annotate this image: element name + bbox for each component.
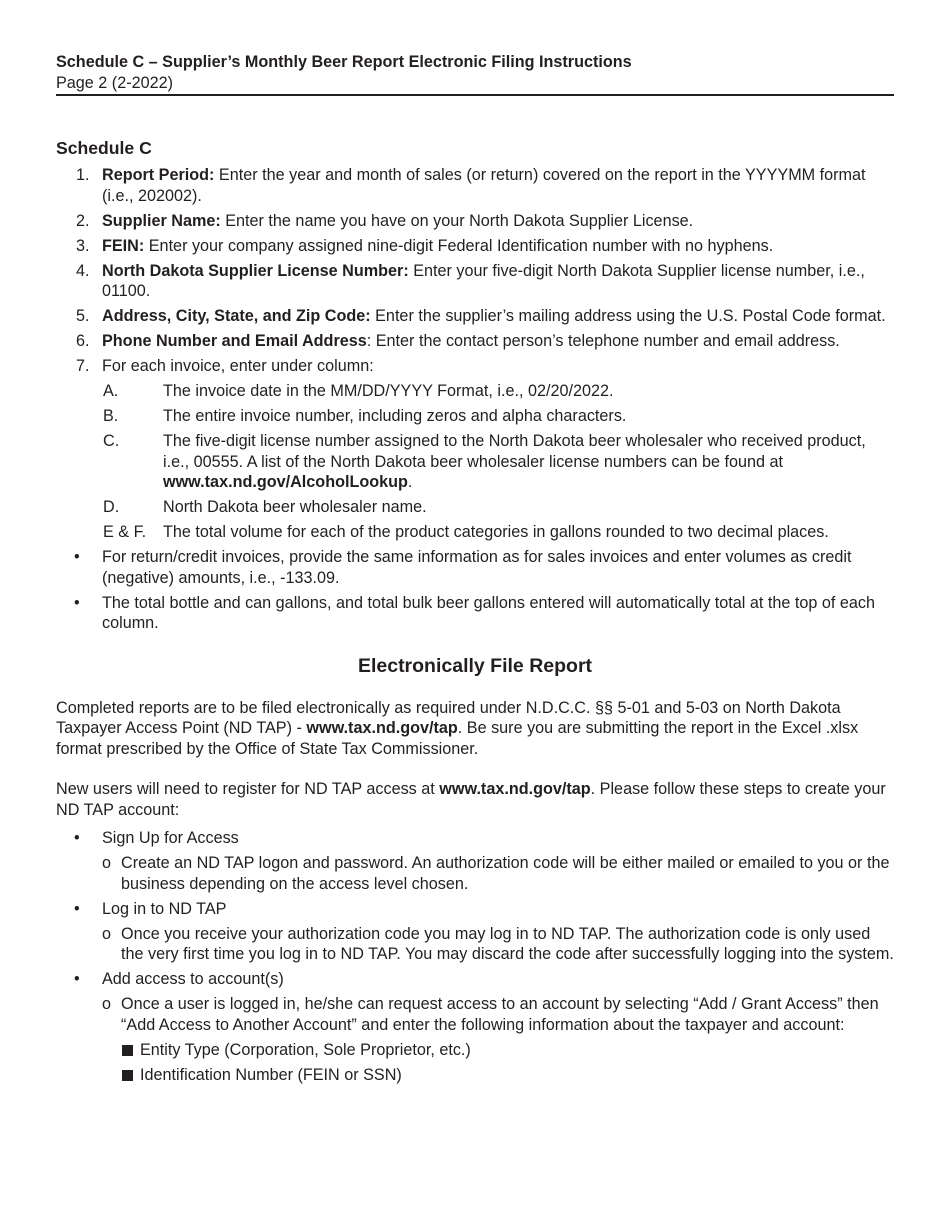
item-number: 2. xyxy=(76,211,90,230)
item-label: Supplier Name: xyxy=(102,211,221,230)
list-item-supplier-name xyxy=(56,211,894,232)
paragraph-text: . Please follow these steps to create your ND TAP account: xyxy=(56,780,886,819)
column-text-end: . xyxy=(407,473,413,491)
column-text: The entire invoice number, including zeros and alpha characters. xyxy=(163,407,627,425)
info-text: Entity Type (Corporation, Sole Proprietor, etc.) xyxy=(140,1040,471,1059)
circle-bullet-icon: o xyxy=(102,995,112,1013)
schedule-title: Schedule C xyxy=(56,138,152,158)
step-detail: Create an ND TAP logon and password. An authorization code will be either mailed or emailed to you or the business depending on the access level chosen. xyxy=(121,854,890,893)
bullet-icon: • xyxy=(74,970,80,988)
step-sign-up xyxy=(56,828,894,849)
step-add-access xyxy=(56,969,894,990)
column-letter: C. xyxy=(103,432,120,450)
list-item-fein xyxy=(56,236,894,257)
bullet-icon: • xyxy=(74,829,80,847)
item-text: For each invoice, enter under column: xyxy=(102,357,374,375)
bullet-item-credit-invoices xyxy=(56,547,894,588)
efile-title: Electronically File Report xyxy=(357,654,593,677)
column-letter: A. xyxy=(103,382,119,400)
header-title: Schedule C – Supplier’s Monthly Beer Report Electronic Filing Instructions xyxy=(56,53,632,71)
item-text: Enter the year and month of sales (or return) covered on the report in the YYYYMM format (i.e., 202002). xyxy=(102,166,866,205)
nd-tap-link[interactable]: www.tax.nd.gov/tap xyxy=(439,780,591,798)
item-number: 7. xyxy=(76,357,90,375)
step-sign-up-detail xyxy=(56,853,894,894)
column-item-e-f xyxy=(56,522,894,543)
paragraph-text: Completed reports are to be filed electronically as required under N.D.C.C. §§ 5-01 and 5-03 on North Dakota Taxpayer Access Point (ND TAP) - xyxy=(56,698,841,737)
bullet-text: The total bottle and can gallons, and total bulk beer gallons entered will automatically total at the top of each column. xyxy=(102,593,875,632)
item-label: North Dakota Supplier License Number: xyxy=(102,261,409,280)
item-number: 3. xyxy=(76,236,90,255)
item-label: FEIN: xyxy=(102,236,145,255)
column-text: The invoice date in the MM/DD/YYYY Format, i.e., 02/20/2022. xyxy=(163,382,614,400)
info-item-entity-type xyxy=(56,1040,894,1061)
item-text: : Enter the contact person’s telephone number and email address. xyxy=(366,332,840,350)
step-log-in-detail xyxy=(56,924,894,965)
item-number: 6. xyxy=(76,332,90,350)
nd-tap-link[interactable]: www.tax.nd.gov/tap xyxy=(306,719,458,737)
column-letter: D. xyxy=(103,498,120,516)
item-text: Enter the supplier’s mailing address using the U.S. Postal Code format. xyxy=(370,307,886,325)
step-detail: Once you receive your authorization code you may log in to ND TAP. The authorization code is only used the very first time you log in to ND TAP. You may discard the code after successfully logging into the system. xyxy=(121,924,894,963)
circle-bullet-icon: o xyxy=(102,854,112,872)
bullet-icon: • xyxy=(74,899,80,918)
alcohol-lookup-link[interactable]: www.tax.nd.gov/AlcoholLookup xyxy=(163,473,408,491)
step-log-in xyxy=(56,899,894,920)
page-header xyxy=(56,52,894,96)
item-number: 5. xyxy=(76,307,90,325)
efile-paragraph-1 xyxy=(56,698,894,760)
efile-paragraph-2 xyxy=(56,779,894,820)
list-item-report-period xyxy=(56,165,894,206)
column-item-b xyxy=(56,406,894,427)
list-item-invoice-columns xyxy=(56,356,894,377)
item-text: Enter the name you have on your North Dakota Supplier License. xyxy=(220,211,694,230)
step-add-access-detail xyxy=(56,994,894,1035)
info-text: Identification Number (FEIN or SSN) xyxy=(140,1065,402,1084)
column-text: The five-digit license number assigned to the North Dakota beer wholesaler who received product, i.e., 00555. A list of the North Dakota beer wholesaler license numbers can be found at xyxy=(163,432,866,471)
item-number: 4. xyxy=(76,261,90,280)
list-item-phone-email xyxy=(56,331,894,352)
bullet-text: For return/credit invoices, provide the same information as for sales invoices and enter volumes as credit (negative) amounts, i.e., -133.09. xyxy=(102,548,852,587)
paragraph-text: . Be sure you are submitting the report in the Excel .xlsx format prescribed by the Office of State Tax Commissioner. xyxy=(56,719,859,758)
item-text: Enter your company assigned nine-digit Federal Identification number with no hyphens. xyxy=(144,236,774,255)
column-text: The total volume for each of the product categories in gallons rounded to two decimal places. xyxy=(163,523,829,541)
column-letter: B. xyxy=(103,407,119,425)
bullet-icon: • xyxy=(74,548,80,566)
item-number: 1. xyxy=(76,166,90,184)
column-letter: E & F. xyxy=(103,523,147,541)
column-item-a xyxy=(56,381,894,402)
step-title: Add access to account(s) xyxy=(102,970,284,988)
header-page-number: Page 2 (2-2022) xyxy=(56,73,173,92)
item-label: Address, City, State, and Zip Code: xyxy=(102,307,371,325)
info-item-identification-number xyxy=(56,1065,894,1086)
column-text: North Dakota beer wholesaler name. xyxy=(163,498,427,516)
column-item-d xyxy=(56,497,894,518)
item-label: Phone Number and Email Address xyxy=(102,332,367,350)
step-detail: Once a user is logged in, he/she can request access to an account by selecting “Add / Grant Access” then “Add Access to Another Account” and enter the following information about the taxpayer and account: xyxy=(121,995,879,1034)
list-item-license-number xyxy=(56,261,894,302)
item-label: Report Period: xyxy=(102,166,215,184)
column-item-c xyxy=(56,431,894,493)
step-title: Sign Up for Access xyxy=(102,829,239,847)
paragraph-text: New users will need to register for ND TAP access at xyxy=(56,780,440,798)
square-bullet-icon xyxy=(122,1070,133,1081)
square-bullet-icon xyxy=(122,1045,133,1056)
list-item-address xyxy=(56,306,894,327)
main-content xyxy=(56,137,894,1090)
step-title: Log in to ND TAP xyxy=(102,899,227,918)
circle-bullet-icon: o xyxy=(102,924,112,943)
bullet-icon: • xyxy=(74,593,80,612)
bullet-item-totals xyxy=(56,593,894,634)
item-text: Enter your five-digit North Dakota Supplier license number, i.e., 01100. xyxy=(102,261,865,300)
